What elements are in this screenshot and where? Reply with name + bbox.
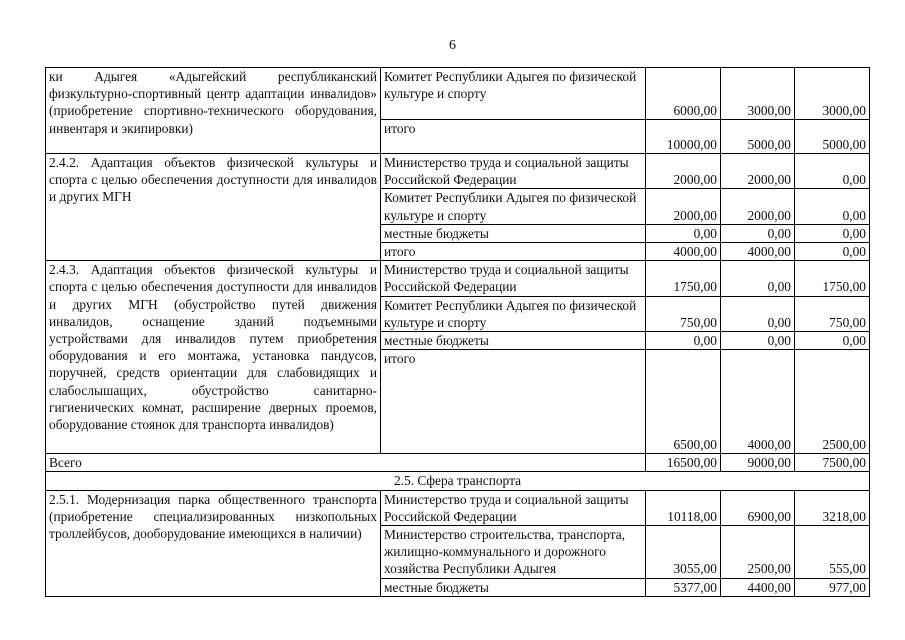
funding-source: итого	[381, 120, 646, 154]
amount-year-2: 0,00	[795, 224, 870, 242]
funding-source: Министерство труда и социальной защиты Российской Федерации	[381, 154, 646, 189]
amount-year-2: 3218,00	[795, 490, 870, 525]
amount-year-1: 0,00	[721, 224, 795, 242]
total-label: Всего	[46, 454, 646, 472]
amount-year-2: 0,00	[795, 243, 870, 261]
amount-total: 0,00	[646, 224, 721, 242]
table-row	[46, 154, 870, 189]
amount-total: 2000,00	[646, 189, 721, 224]
amount-total: 10118,00	[646, 490, 721, 525]
funding-source: итого	[381, 350, 646, 454]
amount-total: 5377,00	[646, 578, 721, 596]
amount-year-2: 0,00	[795, 154, 870, 189]
amount-total: 6500,00	[646, 350, 721, 454]
amount-total: 16500,00	[646, 454, 721, 472]
funding-source: итого	[381, 243, 646, 261]
amount-year-2: 2500,00	[795, 350, 870, 454]
amount-total: 0,00	[646, 332, 721, 350]
amount-year-1: 0,00	[721, 296, 795, 331]
amount-year-2: 7500,00	[795, 454, 870, 472]
amount-total: 750,00	[646, 296, 721, 331]
page-number: 6	[449, 38, 456, 53]
amount-year-1: 4000,00	[721, 350, 795, 454]
amount-total: 1750,00	[646, 261, 721, 296]
amount-year-1: 0,00	[721, 332, 795, 350]
section-header-row	[46, 472, 870, 490]
amount-total: 2000,00	[646, 154, 721, 189]
amount-total: 3055,00	[646, 526, 721, 579]
amount-year-2: 0,00	[795, 189, 870, 224]
amount-year-1: 4400,00	[721, 578, 795, 596]
measure-description: ки Адыгея «Адыгейский республиканский физкультурно-спортивный центр адаптации инвалидов» (приобретение спортивно-технического оборудования, инвентаря и экипировки)	[46, 68, 381, 154]
amount-year-2: 3000,00	[795, 68, 870, 120]
amount-year-1: 9000,00	[721, 454, 795, 472]
budget-table	[45, 67, 870, 597]
amount-year-1: 6900,00	[721, 490, 795, 525]
table-row	[46, 490, 870, 525]
funding-source: местные бюджеты	[381, 578, 646, 596]
amount-year-1: 3000,00	[721, 68, 795, 120]
funding-source: местные бюджеты	[381, 224, 646, 242]
table-row-total	[46, 454, 870, 472]
amount-year-1: 0,00	[721, 261, 795, 296]
amount-year-2: 1750,00	[795, 261, 870, 296]
amount-year-2: 0,00	[795, 332, 870, 350]
amount-year-1: 2000,00	[721, 189, 795, 224]
table-row	[46, 261, 870, 296]
funding-source: местные бюджеты	[381, 332, 646, 350]
amount-year-1: 5000,00	[721, 120, 795, 154]
amount-year-1: 2000,00	[721, 154, 795, 189]
section-title: 2.5. Сфера транспорта	[46, 472, 870, 490]
amount-year-2: 750,00	[795, 296, 870, 331]
measure-description: 2.5.1. Модернизация парка общественного транспорта (приобретение специализированных низкопольных троллейбусов, дооборудование имеющихся в наличии)	[46, 490, 381, 596]
amount-total: 10000,00	[646, 120, 721, 154]
amount-year-2: 5000,00	[795, 120, 870, 154]
funding-source: Комитет Республики Адыгея по физической культуре и спорту	[381, 68, 646, 120]
amount-year-1: 4000,00	[721, 243, 795, 261]
amount-year-2: 977,00	[795, 578, 870, 596]
funding-source: Министерство труда и социальной защиты Российской Федерации	[381, 261, 646, 296]
measure-description: 2.4.3. Адаптация объектов физической культуры и спорта с целью обеспечения доступности для инвалидов и других МГН (обустройство путей движения инвалидов, оснащение зданий подъемными устройствами для инвалидов путем приобретения оборудования и его монтажа, установка пандусов, поручней, средств ориентации для слабовидящих и слабослышащих, обустройство санитарно-гигиенических комнат, расширение дверных проемов, оборудование стоянок для транспорта инвалидов)	[46, 261, 381, 454]
amount-total: 6000,00	[646, 68, 721, 120]
amount-year-2: 555,00	[795, 526, 870, 579]
funding-source: Министерство труда и социальной защиты Российской Федерации	[381, 490, 646, 525]
measure-description: 2.4.2. Адаптация объектов физической культуры и спорта с целью обеспечения доступности для инвалидов и других МГН	[46, 154, 381, 261]
amount-year-1: 2500,00	[721, 526, 795, 579]
amount-total: 4000,00	[646, 243, 721, 261]
funding-source: Комитет Республики Адыгея по физической культуре и спорту	[381, 189, 646, 224]
funding-source: Комитет Республики Адыгея по физической культуре и спорту	[381, 296, 646, 331]
funding-source: Министерство строительства, транспорта, жилищно-коммунального и дорожного хозяйства Республики Адыгея	[381, 526, 646, 579]
table-row	[46, 68, 870, 120]
